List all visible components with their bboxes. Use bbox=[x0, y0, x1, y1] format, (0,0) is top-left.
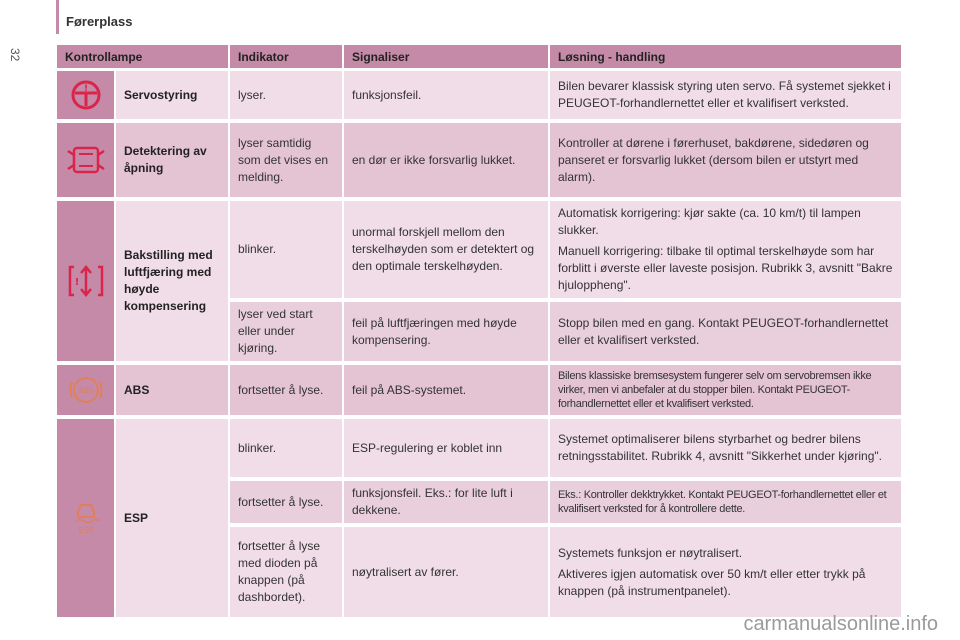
row-solution: Stopp bilen med en gang. Kontakt PEUGEOT-forhandlernettet eller et kvalifisert verksted. bbox=[550, 302, 903, 365]
row-signal: nøytralisert av fører. bbox=[344, 527, 550, 621]
suspension-height-icon bbox=[66, 261, 106, 301]
row-solution: Bilens klassiske bremsesystem fungerer selv om servobremsen ikke virker, men vi anbefaler at du stopper bilen. Kontakt PEUGEOT-forhandlernettet eller et kvalifisert verksted. bbox=[550, 365, 903, 419]
row-indicator: fortsetter å lyse med dioden på knappen (på dashbordet). bbox=[230, 527, 344, 621]
page-number: 32 bbox=[8, 48, 22, 62]
table-row bbox=[57, 201, 903, 302]
table-row bbox=[57, 365, 903, 419]
row-indicator: blinker. bbox=[230, 419, 344, 481]
column-header-losning: Løsning - handling bbox=[550, 45, 903, 71]
row-name: Detektering av åpning bbox=[116, 123, 230, 201]
column-header-kontrollampe: Kontrollampe bbox=[57, 45, 230, 71]
row-indicator: lyser. bbox=[230, 71, 344, 123]
row-indicator: fortsetter å lyse. bbox=[230, 365, 344, 419]
icon-cell bbox=[57, 201, 116, 365]
row-indicator: fortsetter å lyse. bbox=[230, 481, 344, 527]
abs-icon bbox=[66, 373, 106, 407]
row-name: ABS bbox=[116, 365, 230, 419]
row-solution bbox=[550, 527, 903, 621]
open-door-icon bbox=[66, 143, 106, 177]
esp-icon-label: ESP bbox=[78, 526, 93, 535]
row-indicator: lyser ved start eller under kjøring. bbox=[230, 302, 344, 365]
icon-cell bbox=[57, 419, 116, 621]
row-solution: Systemet optimaliserer bilens styrbarhet og bedrer bilens retningsstabilitet. Rubrikk 4, avsnitt "Sikkerhet under kjøring". bbox=[550, 419, 903, 481]
table-row bbox=[57, 123, 903, 201]
row-signal: en dør er ikke forsvarlig lukket. bbox=[344, 123, 550, 201]
table-row bbox=[57, 419, 903, 481]
row-name: Servostyring bbox=[116, 71, 230, 123]
row-name: ESP bbox=[116, 419, 230, 621]
row-solution: Eks.: Kontroller dekktrykket. Kontakt PEUGEOT-forhandlernettet eller et kvalifisert verksted for å kontrollere dette. bbox=[550, 481, 903, 527]
row-solution: Bilen bevarer klassisk styring uten servo. Få systemet sjekket i PEUGEOT-forhandlernettet eller et kvalifisert verksted. bbox=[550, 71, 903, 123]
page-margin-bar bbox=[56, 0, 59, 34]
row-signal: unormal forskjell mellom den terskelhøyden som er detektert og den optimale terskelhøyden. bbox=[344, 201, 550, 302]
row-solution bbox=[550, 201, 903, 302]
steering-wheel-warning-icon bbox=[66, 77, 106, 113]
abs-icon-label: ABS bbox=[77, 386, 94, 395]
row-name: Bakstilling med luftfjæring med høyde kompensering bbox=[116, 201, 230, 365]
table-header-row bbox=[57, 45, 903, 71]
svg-text:!: ! bbox=[83, 84, 88, 94]
row-signal: funksjonsfeil. bbox=[344, 71, 550, 123]
icon-cell bbox=[57, 123, 116, 201]
svg-text:!: ! bbox=[74, 277, 79, 288]
column-header-signaliser: Signaliser bbox=[344, 45, 550, 71]
page-title: Førerplass bbox=[66, 14, 133, 29]
row-signal: feil på ABS-systemet. bbox=[344, 365, 550, 419]
column-header-indikator: Indikator bbox=[230, 45, 344, 71]
row-indicator: blinker. bbox=[230, 201, 344, 302]
row-solution: Kontroller at dørene i førerhuset, bakdørene, sidedøren og panseret er forsvarlig lukket (dersom bilen er utstyrt med alarm). bbox=[550, 123, 903, 201]
solution-paragraph: Systemets funksjon er nøytralisert. bbox=[558, 545, 743, 560]
warning-lights-table bbox=[57, 45, 903, 621]
solution-paragraph: Aktiveres igjen automatisk over 50 km/t eller etter trykk på knappen (på instrumentpanelet). bbox=[558, 566, 866, 598]
watermark: carmanualsonline.info bbox=[743, 613, 938, 635]
row-signal: feil på luftfjæringen med høyde kompensering. bbox=[344, 302, 550, 365]
row-signal: ESP-regulering er koblet inn bbox=[344, 419, 550, 481]
solution-paragraph: Manuell korrigering: tilbake til optimal terskelhøyde som har forblitt i øverste eller laveste posisjon. Rubrikk 3, avsnitt "Bakre hjuloppheng". bbox=[558, 244, 893, 292]
icon-cell bbox=[57, 365, 116, 419]
esp-skidding-car-icon bbox=[66, 498, 106, 538]
icon-cell bbox=[57, 71, 116, 123]
row-indicator: lyser samtidig som det vises en melding. bbox=[230, 123, 344, 201]
table-row bbox=[57, 71, 903, 123]
row-signal: funksjonsfeil. Eks.: for lite luft i dekkene. bbox=[344, 481, 550, 527]
solution-paragraph: Automatisk korrigering: kjør sakte (ca. 10 km/t) til lampen slukker. bbox=[558, 206, 861, 237]
